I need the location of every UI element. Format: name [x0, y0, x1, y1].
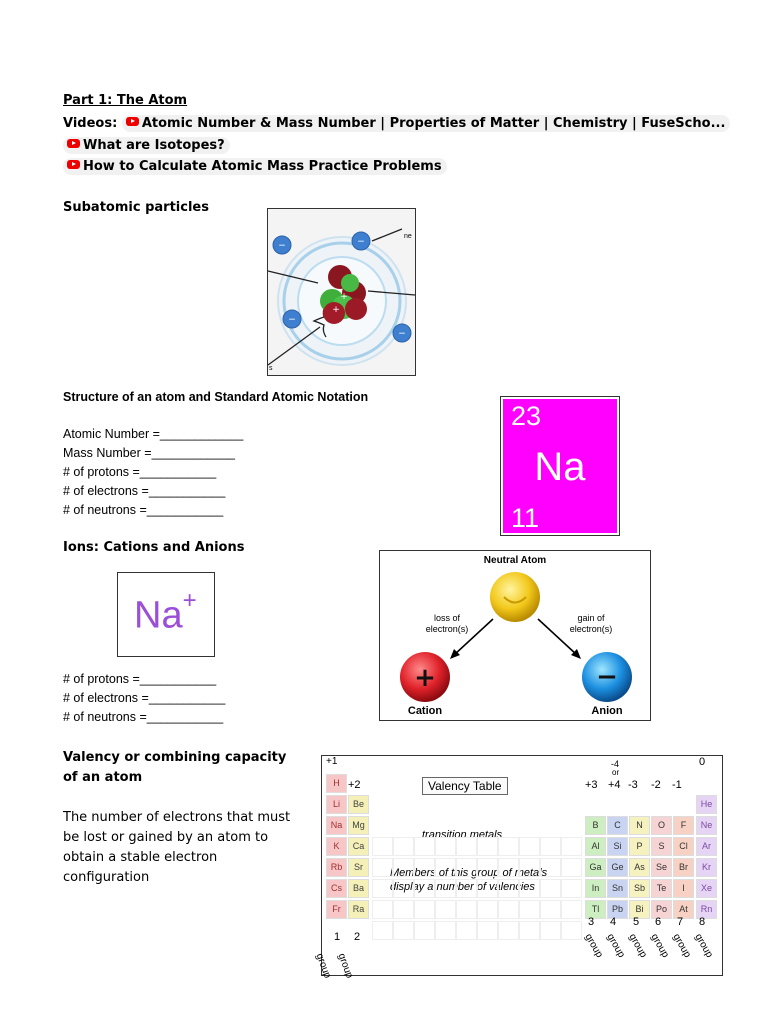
- ion-neutrons-field: # of neutrons =___________: [63, 710, 224, 724]
- transition-grid-cell: [498, 900, 519, 919]
- protons-field: # of protons =___________: [63, 465, 217, 479]
- element-cell-se: Se: [651, 858, 672, 877]
- element-cell-h: H: [326, 774, 347, 793]
- element-cell-cl: Cl: [673, 837, 694, 856]
- element-cell-sb: Sb: [629, 879, 650, 898]
- label-plus1: +1: [326, 756, 338, 767]
- valency-table-title: Valency Table: [422, 777, 508, 795]
- group-num-6: 6: [655, 916, 662, 928]
- element-cell-c: C: [607, 816, 628, 835]
- transition-grid-cell: [435, 837, 456, 856]
- members-note: Members of this group of metals display a number of valencies: [390, 867, 548, 893]
- valency-heading: Valency or combining capacity of an atom: [63, 750, 287, 785]
- element-cell-he: He: [696, 795, 717, 814]
- transition-grid-cell: [561, 900, 582, 919]
- label-minus2: -2: [651, 779, 661, 791]
- transition-grid-cell: [477, 921, 498, 940]
- element-cell-xe: Xe: [696, 879, 717, 898]
- part-title: Part 1: The Atom: [63, 93, 188, 108]
- structure-heading: Structure of an atom and Standard Atomic Notation: [63, 390, 369, 404]
- label-s: s: [269, 365, 273, 372]
- group-word-7: group: [670, 932, 693, 960]
- svg-text:+: +: [340, 292, 348, 302]
- label-minus3: -3: [628, 779, 638, 791]
- label-zero: 0: [699, 756, 706, 768]
- element-mass-number: 23: [511, 401, 542, 431]
- element-cell-kr: Kr: [696, 858, 717, 877]
- element-cell-sr: Sr: [348, 858, 369, 877]
- group-word-2: group: [335, 952, 355, 980]
- element-symbol: Na: [534, 445, 586, 489]
- svg-text:−: −: [596, 662, 618, 692]
- element-cell-be: Be: [348, 795, 369, 814]
- element-cell-b: B: [585, 816, 606, 835]
- transition-grid-cell: [393, 837, 414, 856]
- group-num-5: 5: [633, 916, 640, 928]
- element-cell-al: Al: [585, 837, 606, 856]
- element-cell-s: S: [651, 837, 672, 856]
- element-cell-ar: Ar: [696, 837, 717, 856]
- atomic-number-field: Atomic Number =____________: [63, 427, 244, 441]
- transition-grid-cell: [519, 900, 540, 919]
- svg-text:+: +: [414, 663, 436, 693]
- videos-line: [63, 115, 730, 132]
- transition-grid-cell: [393, 921, 414, 940]
- transition-grid-cell: [519, 921, 540, 940]
- element-cell-ge: Ge: [607, 858, 628, 877]
- transition-grid-cell: [498, 879, 519, 898]
- ion-fields: [63, 670, 225, 727]
- ion-electrons-field: # of electrons =___________: [63, 691, 226, 705]
- element-cell-as: As: [629, 858, 650, 877]
- transition-grid-cell: [372, 921, 393, 940]
- element-cell-ga: Ga: [585, 858, 606, 877]
- transition-grid-cell: [456, 879, 477, 898]
- element-cell-na: Na: [326, 816, 347, 835]
- transition-grid-cell: [540, 921, 561, 940]
- element-cell-rn: Rn: [696, 900, 717, 919]
- group-word-4: group: [604, 932, 627, 960]
- transition-grid-cell: [561, 879, 582, 898]
- transition-grid-cell: [414, 900, 435, 919]
- element-cell-n: N: [629, 816, 650, 835]
- atom-illustration: [268, 209, 415, 375]
- transition-grid-cell: [519, 837, 540, 856]
- element-cell-te: Te: [651, 879, 672, 898]
- transition-grid-cell: [477, 879, 498, 898]
- transition-grid-cell: [372, 837, 393, 856]
- element-cell-ne: Ne: [696, 816, 717, 835]
- neutral-atom-label: Neutral Atom: [483, 555, 547, 566]
- subatomic-heading: Subatomic particles: [63, 200, 209, 215]
- transition-grid-cell: [498, 858, 519, 877]
- element-cell-ba: Ba: [348, 879, 369, 898]
- element-cell-cs: Cs: [326, 879, 347, 898]
- video-line-3: [63, 158, 447, 175]
- video-line-2: [63, 137, 230, 154]
- svg-text:−: −: [278, 241, 286, 251]
- group-num-8: 8: [699, 916, 706, 928]
- ion-symbol: Na+: [134, 587, 197, 637]
- group-num-1: 1: [334, 931, 341, 943]
- ion-diagram: [379, 550, 651, 721]
- transition-metals-label: transition metals: [422, 829, 503, 841]
- transition-grid-cell: [477, 837, 498, 856]
- video-link-2[interactable]: What are Isotopes?: [63, 137, 230, 154]
- element-cell-ca: Ca: [348, 837, 369, 856]
- label-plus2: +2: [348, 779, 361, 791]
- element-atomic-number: 11: [511, 503, 540, 533]
- transition-grid-cell: [540, 900, 561, 919]
- loss-label: loss of electron(s): [425, 613, 469, 634]
- svg-text:−: −: [398, 329, 406, 339]
- transition-grid-cell: [540, 879, 561, 898]
- anion-label: Anion: [591, 705, 623, 717]
- transition-grid-cell: [435, 858, 456, 877]
- element-cell-k: K: [326, 837, 347, 856]
- videos-label: Videos:: [63, 116, 118, 131]
- group-num-3: 3: [588, 916, 595, 928]
- svg-text:+: +: [332, 305, 340, 315]
- transition-grid-cell: [414, 921, 435, 940]
- transition-grid-cell: [435, 879, 456, 898]
- ions-heading: Ions: Cations and Anions: [63, 540, 245, 555]
- transition-grid-cell: [393, 900, 414, 919]
- youtube-icon: [67, 139, 80, 148]
- element-cell-pb: Pb: [607, 900, 628, 919]
- element-cell-ra: Ra: [348, 900, 369, 919]
- transition-grid-cell: [456, 858, 477, 877]
- element-cell-p: P: [629, 837, 650, 856]
- transition-grid-cell: [456, 900, 477, 919]
- transition-grid-cell: [456, 921, 477, 940]
- transition-grid-cell: [414, 879, 435, 898]
- atom-image: [267, 208, 416, 376]
- group-num-4: 4: [610, 916, 617, 928]
- transition-grid-cell: [456, 837, 477, 856]
- group-word-5: group: [626, 932, 649, 960]
- mass-number-field: Mass Number =____________: [63, 446, 235, 460]
- transition-grid-cell: [561, 921, 582, 940]
- video-link-1[interactable]: Atomic Number & Mass Number | Properties of Matter | Chemistry | FuseScho...: [122, 115, 731, 132]
- transition-grid-cell: [372, 879, 393, 898]
- transition-grid-cell: [372, 858, 393, 877]
- element-cell-tl: Tl: [585, 900, 606, 919]
- transition-grid-cell: [561, 837, 582, 856]
- transition-grid-cell: [393, 858, 414, 877]
- transition-grid-cell: [540, 837, 561, 856]
- transition-grid-cell: [435, 921, 456, 940]
- element-cell-fr: Fr: [326, 900, 347, 919]
- element-cell-br: Br: [673, 858, 694, 877]
- ion-diagram-art: [380, 551, 650, 720]
- youtube-icon: [67, 160, 80, 169]
- transition-grid-cell: [498, 837, 519, 856]
- transition-grid-cell: [519, 858, 540, 877]
- group-num-2: 2: [354, 931, 361, 943]
- na-ion-box: [117, 572, 215, 657]
- element-cell-bi: Bi: [629, 900, 650, 919]
- group-word-8: group: [692, 932, 715, 960]
- electrons-field: # of electrons =___________: [63, 484, 226, 498]
- transition-grid-cell: [477, 900, 498, 919]
- valency-table: [313, 755, 723, 980]
- element-cell-o: O: [651, 816, 672, 835]
- transition-grid-cell: [393, 879, 414, 898]
- transition-grid-cell: [372, 900, 393, 919]
- label-minus4: -4: [611, 759, 620, 769]
- element-cell-si: Si: [607, 837, 628, 856]
- label-ne: ne: [404, 233, 412, 240]
- transition-grid-cell: [498, 921, 519, 940]
- ion-protons-field: # of protons =___________: [63, 672, 217, 686]
- element-cell-li: Li: [326, 795, 347, 814]
- transition-grid-cell: [540, 858, 561, 877]
- structure-fields: [63, 425, 243, 520]
- svg-text:−: −: [288, 315, 296, 325]
- neutrons-field: # of neutrons =___________: [63, 503, 224, 517]
- ion-charge: +: [182, 587, 197, 614]
- element-cell-po: Po: [651, 900, 672, 919]
- group-word-6: group: [648, 932, 671, 960]
- valency-body: The number of electrons that must be lost or gained by an atom to obtain a stable electron configuration: [63, 810, 291, 885]
- transition-grid-cell: [519, 879, 540, 898]
- label-or: or: [612, 768, 620, 777]
- group-word-3: group: [582, 932, 605, 960]
- svg-text:−: −: [357, 237, 365, 247]
- element-tile: [500, 396, 620, 536]
- transition-grid-cell: [414, 837, 435, 856]
- transition-grid-cell: [477, 858, 498, 877]
- group-num-7: 7: [677, 916, 684, 928]
- label-plus4: +4: [608, 779, 621, 791]
- element-cell-at: At: [673, 900, 694, 919]
- element-cell-i: I: [673, 879, 694, 898]
- element-cell-in: In: [585, 879, 606, 898]
- label-plus3: +3: [585, 779, 598, 791]
- group-word-1: group: [313, 952, 333, 980]
- label-minus1: -1: [672, 779, 682, 791]
- transition-grid-cell: [435, 900, 456, 919]
- element-cell-mg: Mg: [348, 816, 369, 835]
- youtube-icon: [126, 117, 139, 126]
- transition-grid-cell: [414, 858, 435, 877]
- element-cell-rb: Rb: [326, 858, 347, 877]
- element-cell-f: F: [673, 816, 694, 835]
- gain-label: gain of electron(s): [569, 613, 613, 634]
- element-cell-sn: Sn: [607, 879, 628, 898]
- transition-grid-cell: [561, 858, 582, 877]
- video-link-3[interactable]: How to Calculate Atomic Mass Practice Problems: [63, 158, 447, 175]
- cation-label: Cation: [407, 705, 443, 717]
